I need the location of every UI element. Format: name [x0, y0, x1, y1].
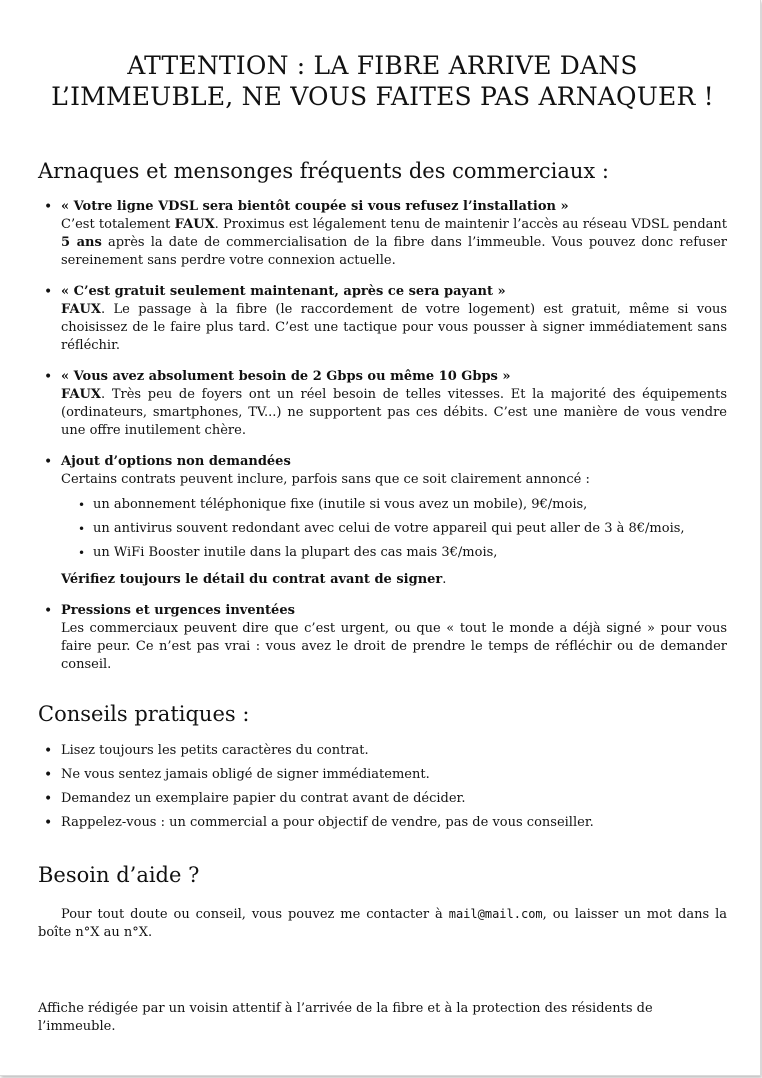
scam-item-text: . Le passage à la fibre (le raccordement de votre logement) est gratuit, même si vous choisissez de le faire plus tard. C’est une tactique pour vous pousser à signer immédiatement sans réfléchir. — [61, 302, 727, 353]
tip-item: • Ne vous sentez jamais obligé de signer immédiatement. — [38, 763, 727, 787]
scam-item-title: • « C’est gratuit seulement maintenant, après ce sera payant » — [61, 284, 506, 299]
help-text: Pour tout doute ou conseil, vous pouvez me contacter à — [61, 907, 449, 922]
options-sublist — [61, 493, 727, 565]
tip-item: • Demandez un exemplaire papier du contrat avant de décider. — [38, 787, 727, 811]
scam-item-text: . Très peu de foyers ont un réel besoin de telles vitesses. Et la majorité des équipements (ordinateurs, smartphones, TV...) ne supportent pas ces débits. C’est une manière de vous vendre une offre inutilement chère. — [61, 387, 727, 438]
section-tips-heading: Conseils pratiques : — [38, 702, 250, 726]
scam-item-speed — [38, 368, 727, 440]
verify-note-bold: Vérifiez toujours le détail du contrat avant de signer — [61, 572, 443, 587]
scam-item-pressure — [38, 602, 727, 674]
scam-item-title: • Pressions et urgences inventées — [61, 603, 295, 618]
tip-item: • Rappelez-vous : un commercial a pour objectif de vendre, pas de vous conseiller. — [38, 811, 727, 835]
scam-item-text: Certains contrats peuvent inclure, parfois sans que ce soit clairement annoncé : — [61, 472, 590, 487]
title-line-2: L’IMMEUBLE, NE VOUS FAITES PAS ARNAQUER ! — [51, 82, 714, 111]
help-paragraph — [38, 905, 727, 942]
scam-item-vdsl — [38, 198, 727, 270]
option-item: • un abonnement téléphonique fixe (inutile si vous avez un mobile), 9€/mois, — [61, 493, 727, 517]
section-scams-heading: Arnaques et mensonges fréquents des commerciaux : — [38, 159, 609, 183]
scam-item-title: • Ajout d’options non demandées — [61, 454, 291, 469]
scam-item-text: . Proximus est légalement tenu de maintenir l’accès au réseau VDSL pendant — [214, 217, 727, 232]
scam-item-free — [38, 283, 727, 355]
option-item: • un antivirus souvent redondant avec celui de votre appareil qui peut aller de 3 à 8€/mois, — [61, 517, 727, 541]
contact-email: mail@mail.com — [448, 907, 543, 921]
page-title — [38, 50, 727, 112]
scam-item-options — [38, 453, 727, 589]
scam-item-text: C’est totalement — [61, 217, 175, 232]
section-help-heading: Besoin d’aide ? — [38, 863, 200, 887]
scam-item-bold: FAUX — [61, 387, 101, 402]
scam-item-title: • « Vous avez absolument besoin de 2 Gbps ou même 10 Gbps » — [61, 369, 511, 384]
verify-note-end: . — [442, 572, 447, 587]
title-line-1: ATTENTION : LA FIBRE ARRIVE DANS — [127, 51, 638, 80]
option-item: • un WiFi Booster inutile dans la plupart des cas mais 3€/mois, — [61, 541, 727, 565]
scam-item-bold: FAUX — [174, 217, 215, 232]
scam-item-bold: 5 ans — [61, 235, 102, 250]
scam-item-text: Les commerciaux peuvent dire que c’est urgent, ou que « tout le monde a déjà signé » pour vous faire peur. Ce n’est pas vrai : vous avez le droit de prendre le temps de réfléchir ou de demander conseil. — [61, 621, 727, 672]
scam-item-title: • « Votre ligne VDSL sera bientôt coupée si vous refusez l’installation » — [61, 199, 569, 214]
document-content — [38, 50, 727, 955]
help-text: , ou laisser un mot dans la boîte n°X au n°X. — [38, 907, 728, 940]
tip-item: • Lisez toujours les petits caractères du contrat. — [38, 739, 727, 763]
verify-note — [61, 571, 727, 589]
scam-item-bold: FAUX — [61, 302, 101, 317]
scam-item-text: après la date de commercialisation de la fibre dans l’immeuble. Vous pouvez donc refuser sereinement sans perdre votre connexion actuelle. — [61, 235, 728, 268]
scams-list — [38, 198, 727, 674]
tips-list — [38, 739, 727, 835]
footer-note: Affiche rédigée par un voisin attentif à l’arrivée de la fibre et à la protection des résidents de l’immeuble. — [38, 1001, 653, 1034]
